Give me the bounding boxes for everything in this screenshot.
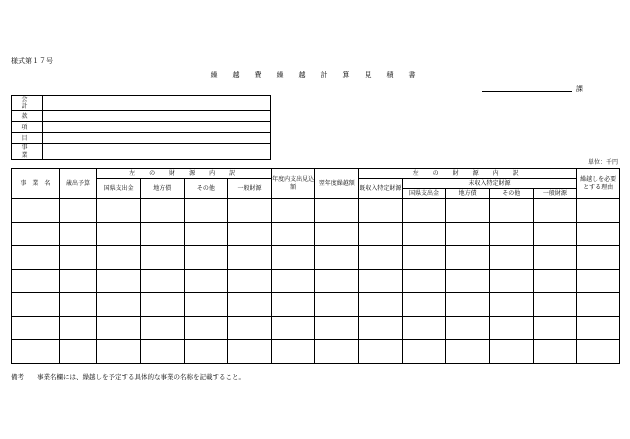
table-cell[interactable] (97, 246, 141, 270)
table-cell[interactable] (12, 293, 60, 317)
unit-note: 単位：千円 (588, 159, 619, 166)
table-cell[interactable] (12, 199, 60, 223)
table-cell[interactable] (577, 199, 620, 223)
table-cell[interactable] (402, 316, 446, 340)
table-cell[interactable] (446, 199, 490, 223)
table-cell[interactable] (315, 246, 359, 270)
table-cell[interactable] (59, 316, 97, 340)
account-row-field[interactable] (42, 133, 270, 144)
table-cell[interactable] (577, 269, 620, 293)
table-cell[interactable] (184, 199, 228, 223)
table-cell[interactable] (359, 246, 403, 270)
table-cell[interactable] (533, 199, 577, 223)
table-cell[interactable] (140, 222, 184, 246)
table-cell[interactable] (59, 222, 97, 246)
account-row-label: 目 (12, 133, 43, 144)
table-cell[interactable] (489, 199, 533, 223)
account-row (12, 111, 271, 122)
table-cell[interactable] (140, 316, 184, 340)
remarks-note: 備考 事業名欄には、繰越しを予定する具体的な事業の名称を記載すること。 (11, 373, 245, 381)
header-carryover-reason: 繰越しを必要とする理由 (577, 169, 620, 199)
table-cell[interactable] (271, 316, 315, 340)
table-cell[interactable] (271, 222, 315, 246)
table-cell[interactable] (489, 246, 533, 270)
table-row (12, 293, 620, 317)
table-cell[interactable] (533, 269, 577, 293)
table-cell[interactable] (359, 222, 403, 246)
table-cell[interactable] (271, 293, 315, 317)
table-cell[interactable] (228, 316, 272, 340)
table-cell[interactable] (446, 269, 490, 293)
table-row (12, 222, 620, 246)
table-cell[interactable] (97, 222, 141, 246)
account-table (11, 95, 271, 160)
table-cell[interactable] (359, 269, 403, 293)
table-cell[interactable] (359, 199, 403, 223)
account-row (12, 133, 271, 144)
department-field-line[interactable] (482, 91, 572, 92)
header-expenditure-budget: 歳出予算 (59, 169, 97, 199)
header-fy-expenditure-estimate: 年度内支出見込額 (271, 169, 315, 199)
header-local-bonds: 地方債 (140, 179, 184, 199)
table-row (12, 340, 620, 364)
header-funding-breakdown-left: 左 の 財 源 内 訳 (97, 169, 272, 179)
table-cell[interactable] (184, 293, 228, 317)
header-local-bonds-2: 地方債 (446, 189, 490, 199)
table-cell[interactable] (533, 293, 577, 317)
table-cell[interactable] (271, 340, 315, 364)
table-cell[interactable] (577, 293, 620, 317)
table-cell[interactable] (489, 222, 533, 246)
department-label: 課 (576, 85, 583, 93)
table-cell[interactable] (59, 340, 97, 364)
table-cell[interactable] (184, 246, 228, 270)
table-cell[interactable] (140, 340, 184, 364)
table-cell[interactable] (402, 269, 446, 293)
header-national-pref-expenditure-2: 国県支出金 (402, 189, 446, 199)
header-received-specific-funds: 既収入特定財源 (359, 179, 403, 199)
table-cell[interactable] (315, 222, 359, 246)
table-cell[interactable] (12, 246, 60, 270)
table-cell[interactable] (402, 246, 446, 270)
table-cell[interactable] (184, 222, 228, 246)
header-other-2: その他 (489, 189, 533, 199)
form-number: 様式第１７号 (11, 57, 53, 65)
table-cell[interactable] (489, 316, 533, 340)
account-row-label: 款 (12, 111, 43, 122)
table-row (12, 246, 620, 270)
account-row-label: 事 業 (12, 144, 43, 159)
table-cell[interactable] (533, 316, 577, 340)
table-cell[interactable] (446, 340, 490, 364)
table-cell[interactable] (184, 269, 228, 293)
table-cell[interactable] (12, 269, 60, 293)
table-cell[interactable] (97, 269, 141, 293)
table-cell[interactable] (577, 222, 620, 246)
account-row (12, 96, 271, 111)
table-cell[interactable] (446, 293, 490, 317)
table-cell[interactable] (402, 199, 446, 223)
header-general-funds-2: 一般財源 (533, 189, 577, 199)
account-row-field[interactable] (42, 96, 270, 111)
header-national-pref-expenditure: 国県支出金 (97, 179, 141, 199)
table-cell[interactable] (140, 246, 184, 270)
table-cell[interactable] (446, 246, 490, 270)
table-cell[interactable] (577, 340, 620, 364)
table-cell[interactable] (315, 316, 359, 340)
account-row-label: 項 (12, 122, 43, 133)
account-row-field[interactable] (42, 111, 270, 122)
account-row-field[interactable] (42, 144, 270, 159)
table-cell[interactable] (271, 246, 315, 270)
table-cell[interactable] (577, 246, 620, 270)
table-cell[interactable] (533, 340, 577, 364)
table-cell[interactable] (97, 293, 141, 317)
account-row-field[interactable] (42, 122, 270, 133)
table-cell[interactable] (533, 222, 577, 246)
account-row-label: 会 計 (12, 96, 43, 111)
table-cell[interactable] (228, 293, 272, 317)
carryover-table (11, 168, 620, 364)
header-project-name: 事 業 名 (12, 169, 60, 199)
table-cell[interactable] (97, 316, 141, 340)
table-cell[interactable] (359, 340, 403, 364)
table-cell[interactable] (97, 340, 141, 364)
page-title: 繰 越 費 繰 越 計 算 見 積 書 (210, 71, 420, 79)
table-row (12, 316, 620, 340)
table-cell[interactable] (533, 246, 577, 270)
account-row (12, 144, 271, 159)
table-cell[interactable] (271, 269, 315, 293)
table-cell[interactable] (315, 340, 359, 364)
account-row (12, 122, 271, 133)
table-cell[interactable] (271, 199, 315, 223)
table-cell[interactable] (489, 269, 533, 293)
table-cell[interactable] (402, 293, 446, 317)
table-cell[interactable] (315, 199, 359, 223)
table-cell[interactable] (184, 340, 228, 364)
table-cell[interactable] (228, 340, 272, 364)
table-cell[interactable] (140, 293, 184, 317)
table-cell[interactable] (228, 222, 272, 246)
table-cell[interactable] (12, 222, 60, 246)
table-cell[interactable] (12, 316, 60, 340)
table-cell[interactable] (59, 269, 97, 293)
header-next-year-carryover: 翌年度繰越額 (315, 169, 359, 199)
table-cell[interactable] (59, 246, 97, 270)
table-cell[interactable] (12, 340, 60, 364)
table-cell[interactable] (359, 316, 403, 340)
table-cell[interactable] (140, 269, 184, 293)
header-unreceived-specific-funds: 未収入特定財源 (402, 179, 577, 189)
table-cell[interactable] (446, 222, 490, 246)
table-cell[interactable] (228, 269, 272, 293)
table-cell[interactable] (315, 293, 359, 317)
header-funding-breakdown-right: 左 の 財 源 内 訳 (359, 169, 577, 179)
table-cell[interactable] (402, 222, 446, 246)
table-cell[interactable] (489, 340, 533, 364)
table-cell[interactable] (402, 340, 446, 364)
table-cell[interactable] (489, 293, 533, 317)
table-cell[interactable] (97, 199, 141, 223)
table-cell[interactable] (446, 316, 490, 340)
header-general-funds: 一般財源 (228, 179, 272, 199)
table-cell[interactable] (315, 269, 359, 293)
header-other: その他 (184, 179, 228, 199)
table-cell[interactable] (59, 293, 97, 317)
table-cell[interactable] (577, 316, 620, 340)
table-row (12, 199, 620, 223)
table-cell[interactable] (140, 199, 184, 223)
table-row (12, 269, 620, 293)
table-cell[interactable] (359, 293, 403, 317)
table-cell[interactable] (228, 199, 272, 223)
table-cell[interactable] (228, 246, 272, 270)
table-cell[interactable] (184, 316, 228, 340)
table-cell[interactable] (59, 199, 97, 223)
